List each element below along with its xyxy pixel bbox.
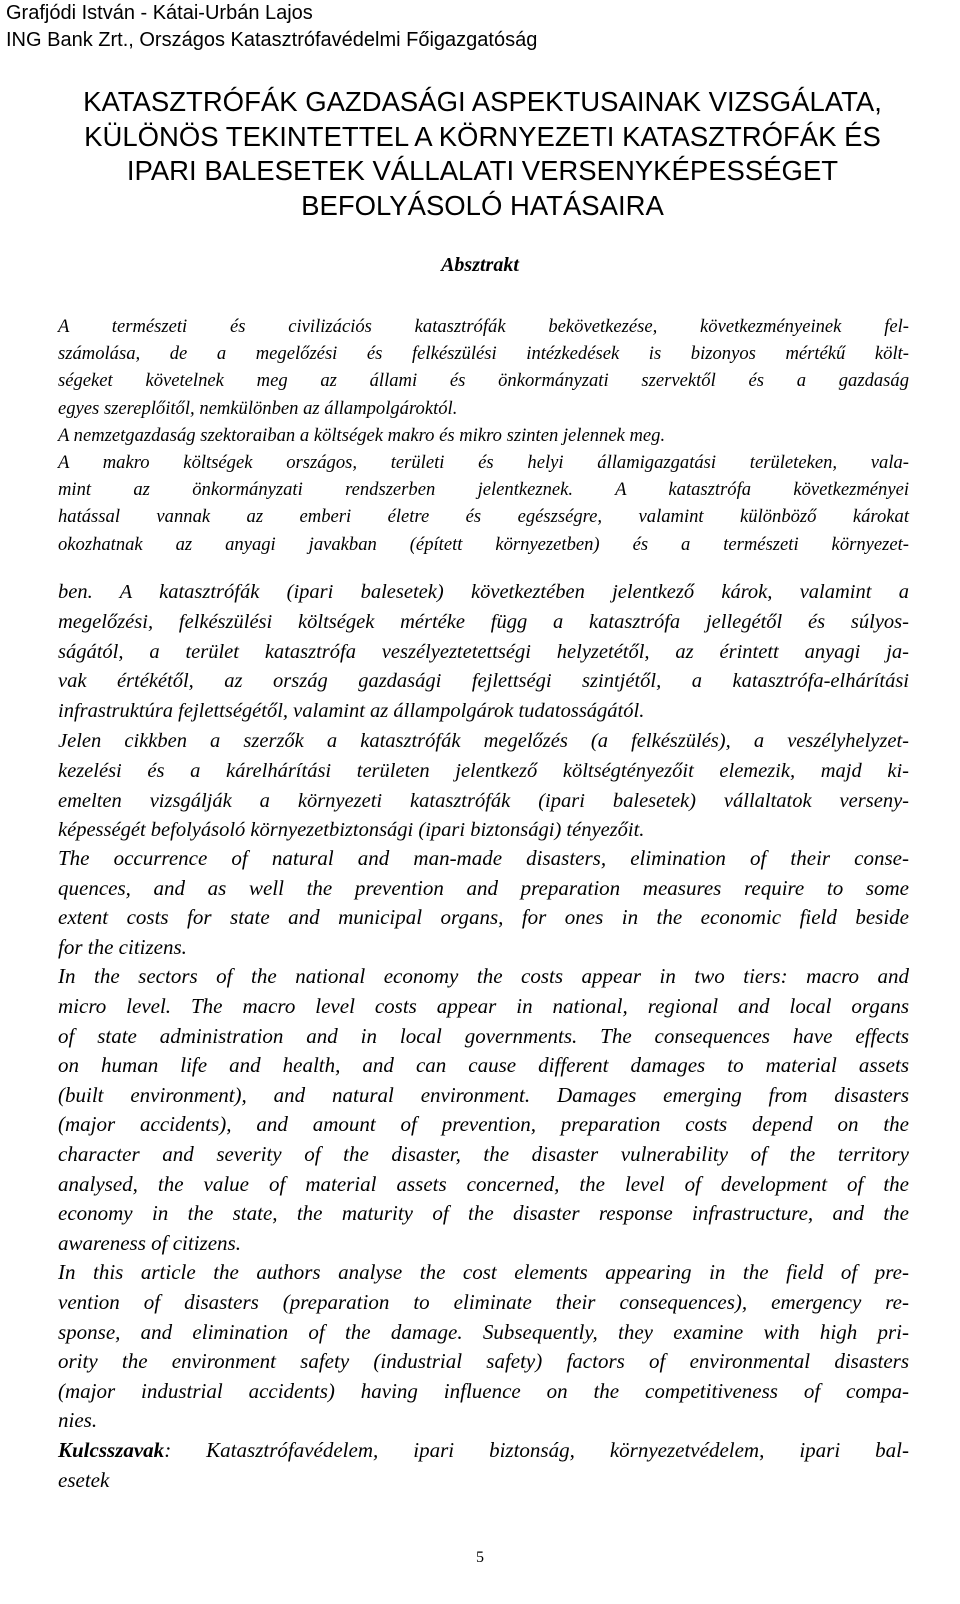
english-abstract — [58, 844, 909, 1436]
text-line: analysed, the value of material assets concerned, the level of development of the — [58, 1171, 909, 1196]
text-line: mint az önkormányzati rendszerben jelentkeznek. A katasztrófa következményei — [58, 479, 909, 501]
keywords-label: Kulcsszavak — [58, 1438, 165, 1462]
text-line: (major industrial accidents) having influence on the competitiveness of compa- — [58, 1378, 909, 1403]
text-line: A természeti és civilizációs katasztrófák bekövetkezése, következményeinek fel- — [58, 316, 909, 337]
text-line: of state administration and in local governments. The consequences have effects — [58, 1023, 909, 1048]
author-header — [6, 0, 537, 54]
text-line: In this article the authors analyse the cost elements appearing in the field of pre- — [58, 1260, 909, 1285]
text-line: vention of disasters (preparation to eliminate their consequences), emergency re- — [58, 1289, 909, 1314]
title-line: KATASZTRÓFÁK GAZDASÁGI ASPEKTUSAINAK VIZSGÁLATA, — [83, 86, 882, 117]
title-line: KÜLÖNÖS TEKINTETTEL A KÖRNYEZETI KATASZTRÓFÁK ÉS — [84, 120, 881, 152]
text-line: okozhatnak az anyagi javakban (épített környezetben) és a természeti környezet- — [58, 533, 909, 555]
text-line: extent costs for state and municipal organs, for ones in the economic field beside — [58, 905, 909, 930]
text-line: In the sectors of the national economy the costs appear in two tiers: macro and — [58, 964, 909, 989]
text-line: nies. — [58, 1408, 98, 1433]
text-line: emelten vizsgálják a környezeti katasztrófák (ipari balesetek) vállaltatok verseny- — [58, 789, 909, 812]
keywords-line-continued: esetek — [58, 1467, 110, 1492]
text-line: economy in the state, the maturity of the disaster response infrastructure, and the — [58, 1201, 909, 1226]
text-line: egyes szereplőitől, nemkülönben az állampolgároktól. — [58, 397, 458, 419]
text-line: ségeket követelnek meg az állami és önkormányzati szervektől és a gazdaság — [58, 370, 909, 392]
text-line: ben. A katasztrófák (ipari balesetek) következtében jelentkező károk, valamint a — [58, 581, 909, 603]
text-line: quences, and as well the prevention and preparation measures require to some — [58, 875, 909, 900]
keywords-line — [58, 1436, 909, 1466]
text-line: character and severity of the disaster, the disaster vulnerability of the territory — [58, 1141, 909, 1166]
text-line: sponse, and elimination of the damage. Subsequently, they examine with high pri- — [58, 1319, 909, 1344]
text-line: megelőzési, felkészülési költségek mértéke függ a katasztrófa jellegétől és súlyos- — [58, 610, 909, 633]
hungarian-abstract-part-2 — [58, 578, 909, 846]
text-line: Jelen cikkben a szerzők a katasztrófák megelőzés (a felkészülés), a veszélyhelyzet- — [58, 729, 909, 752]
text-line: hatással vannak az emberi életre és egészségre, valamint különböző károkat — [58, 506, 909, 528]
paper-title — [20, 85, 945, 223]
page-number: 5 — [476, 1549, 484, 1566]
text-line: számolása, de a megelőzési és felkészülési intézkedések is bizonyos mértékű költ- — [58, 343, 909, 365]
text-line: A nemzetgazdaság szektoraiban a költségek makro és mikro szinten jelennek meg. — [58, 424, 666, 446]
text-line: A makro költségek országos, területi és helyi államigazgatási területeken, vala- — [58, 452, 909, 474]
title-line: IPARI BALESETEK VÁLLALATI VERSENYKÉPESSÉGET — [126, 155, 839, 186]
text-line: for the citizens. — [58, 934, 187, 959]
text-line: kezelési és a kárelhárítási területen jelentkező költségtényezőit elemezik, majd ki- — [58, 759, 909, 782]
text-line: (major accidents), and amount of prevention, preparation costs depend on the — [58, 1112, 909, 1137]
author-affiliation: ING Bank Zrt., Országos Katasztrófavédelmi Főigazgatóság — [6, 29, 538, 51]
title-line: BEFOLYÁSOLÓ HATÁSAIRA — [301, 189, 664, 221]
keywords — [58, 1436, 909, 1495]
abstract-heading: Absztrakt — [441, 254, 519, 276]
text-line: ority the environment safety (industrial safety) factors of environmental disasters — [58, 1349, 909, 1374]
text-line: awareness of citizens. — [58, 1230, 241, 1255]
author-names: Grafjódi István - Kátai-Urbán Lajos — [6, 2, 313, 24]
text-line: infrastruktúra fejlettségétől, valamint az állampolgárok tudatosságától. — [58, 700, 645, 723]
text-line: ságától, a terület katasztrófa veszélyeztetettségi helyzetétől, az érintett anyagi ja- — [58, 640, 909, 663]
text-line: képességét befolyásoló környezetbiztonsági (ipari biztonsági) tényezőit. — [58, 819, 645, 842]
text-line: micro level. The macro level costs appear in national, regional and local organs — [58, 993, 909, 1018]
text-line: vak értékétől, az ország gazdasági fejlettségi szintjétől, a katasztrófa-elhárítási — [58, 670, 909, 693]
hungarian-abstract-part-1 — [58, 313, 909, 558]
text-line: The occurrence of natural and man-made disasters, elimination of their conse- — [58, 846, 909, 870]
keywords-list: : Katasztrófavédelem, ipari biztonság, környezetvédelem, ipari bal- — [164, 1438, 909, 1462]
text-line: on human life and health, and can cause different damages to material assets — [58, 1053, 909, 1078]
text-line: (built environment), and natural environment. Damages emerging from disasters — [58, 1082, 909, 1107]
